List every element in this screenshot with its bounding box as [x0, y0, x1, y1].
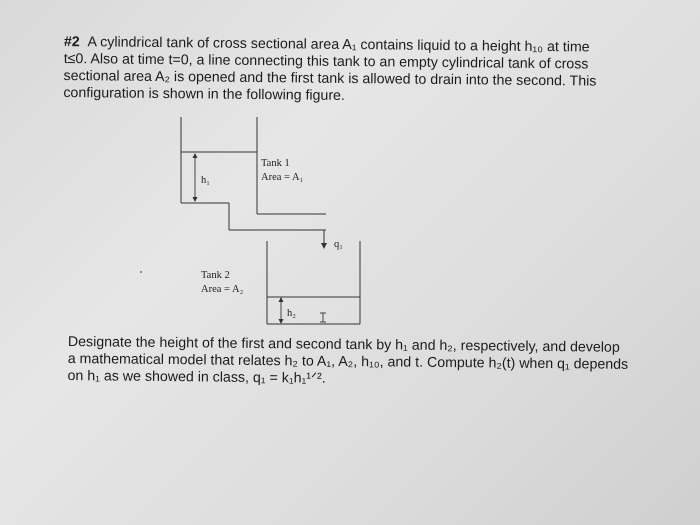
q1-label: q₁ [334, 239, 343, 250]
h1-label: h₁ [201, 175, 210, 186]
stray-dot [140, 271, 142, 273]
designate-line-2: a mathematical model that relates h₂ to A₁, A₂, h₁₀, and t. Compute h₂(t) when q₁ depends [67, 350, 629, 373]
problem-text-1: A cylindrical tank of cross sectional area A₁ contains liquid to a height h₁₀ at time [87, 34, 590, 56]
flow-arrow [321, 230, 327, 249]
h2-arrow [279, 297, 284, 324]
h2-label: h₂ [287, 308, 296, 319]
drain-pipe [229, 203, 326, 230]
designate-line-1: Designate the height of the first and second tank by h₁ and h₂, respectively, and develop [67, 334, 620, 356]
tank-1 [181, 117, 257, 203]
tank-2-label: Tank 2 [201, 270, 230, 281]
problem-line-4: configuration is shown in the following figure. [63, 84, 346, 104]
designate-line-3: on h₁ as we showed in class, q₁ = k₁h₁¹ᐟ². [67, 367, 326, 387]
tank-1-area: Area = A₁ [261, 172, 304, 183]
cursor-mark [320, 313, 326, 322]
problem-line-2: t≤0. Also at time t=0, a line connecting this tank to an empty cylindrical tank of cross [63, 50, 589, 73]
problem-line-3: sectional area A₂ is opened and the first tank is allowed to drain into the second. This [63, 67, 597, 90]
tank-1-label: Tank 1 [261, 158, 290, 169]
designate-statement [67, 334, 648, 391]
problem-number: #2 [63, 34, 80, 51]
tank-2-area: Area = A₂ [201, 284, 244, 295]
h1-arrow [193, 153, 198, 202]
